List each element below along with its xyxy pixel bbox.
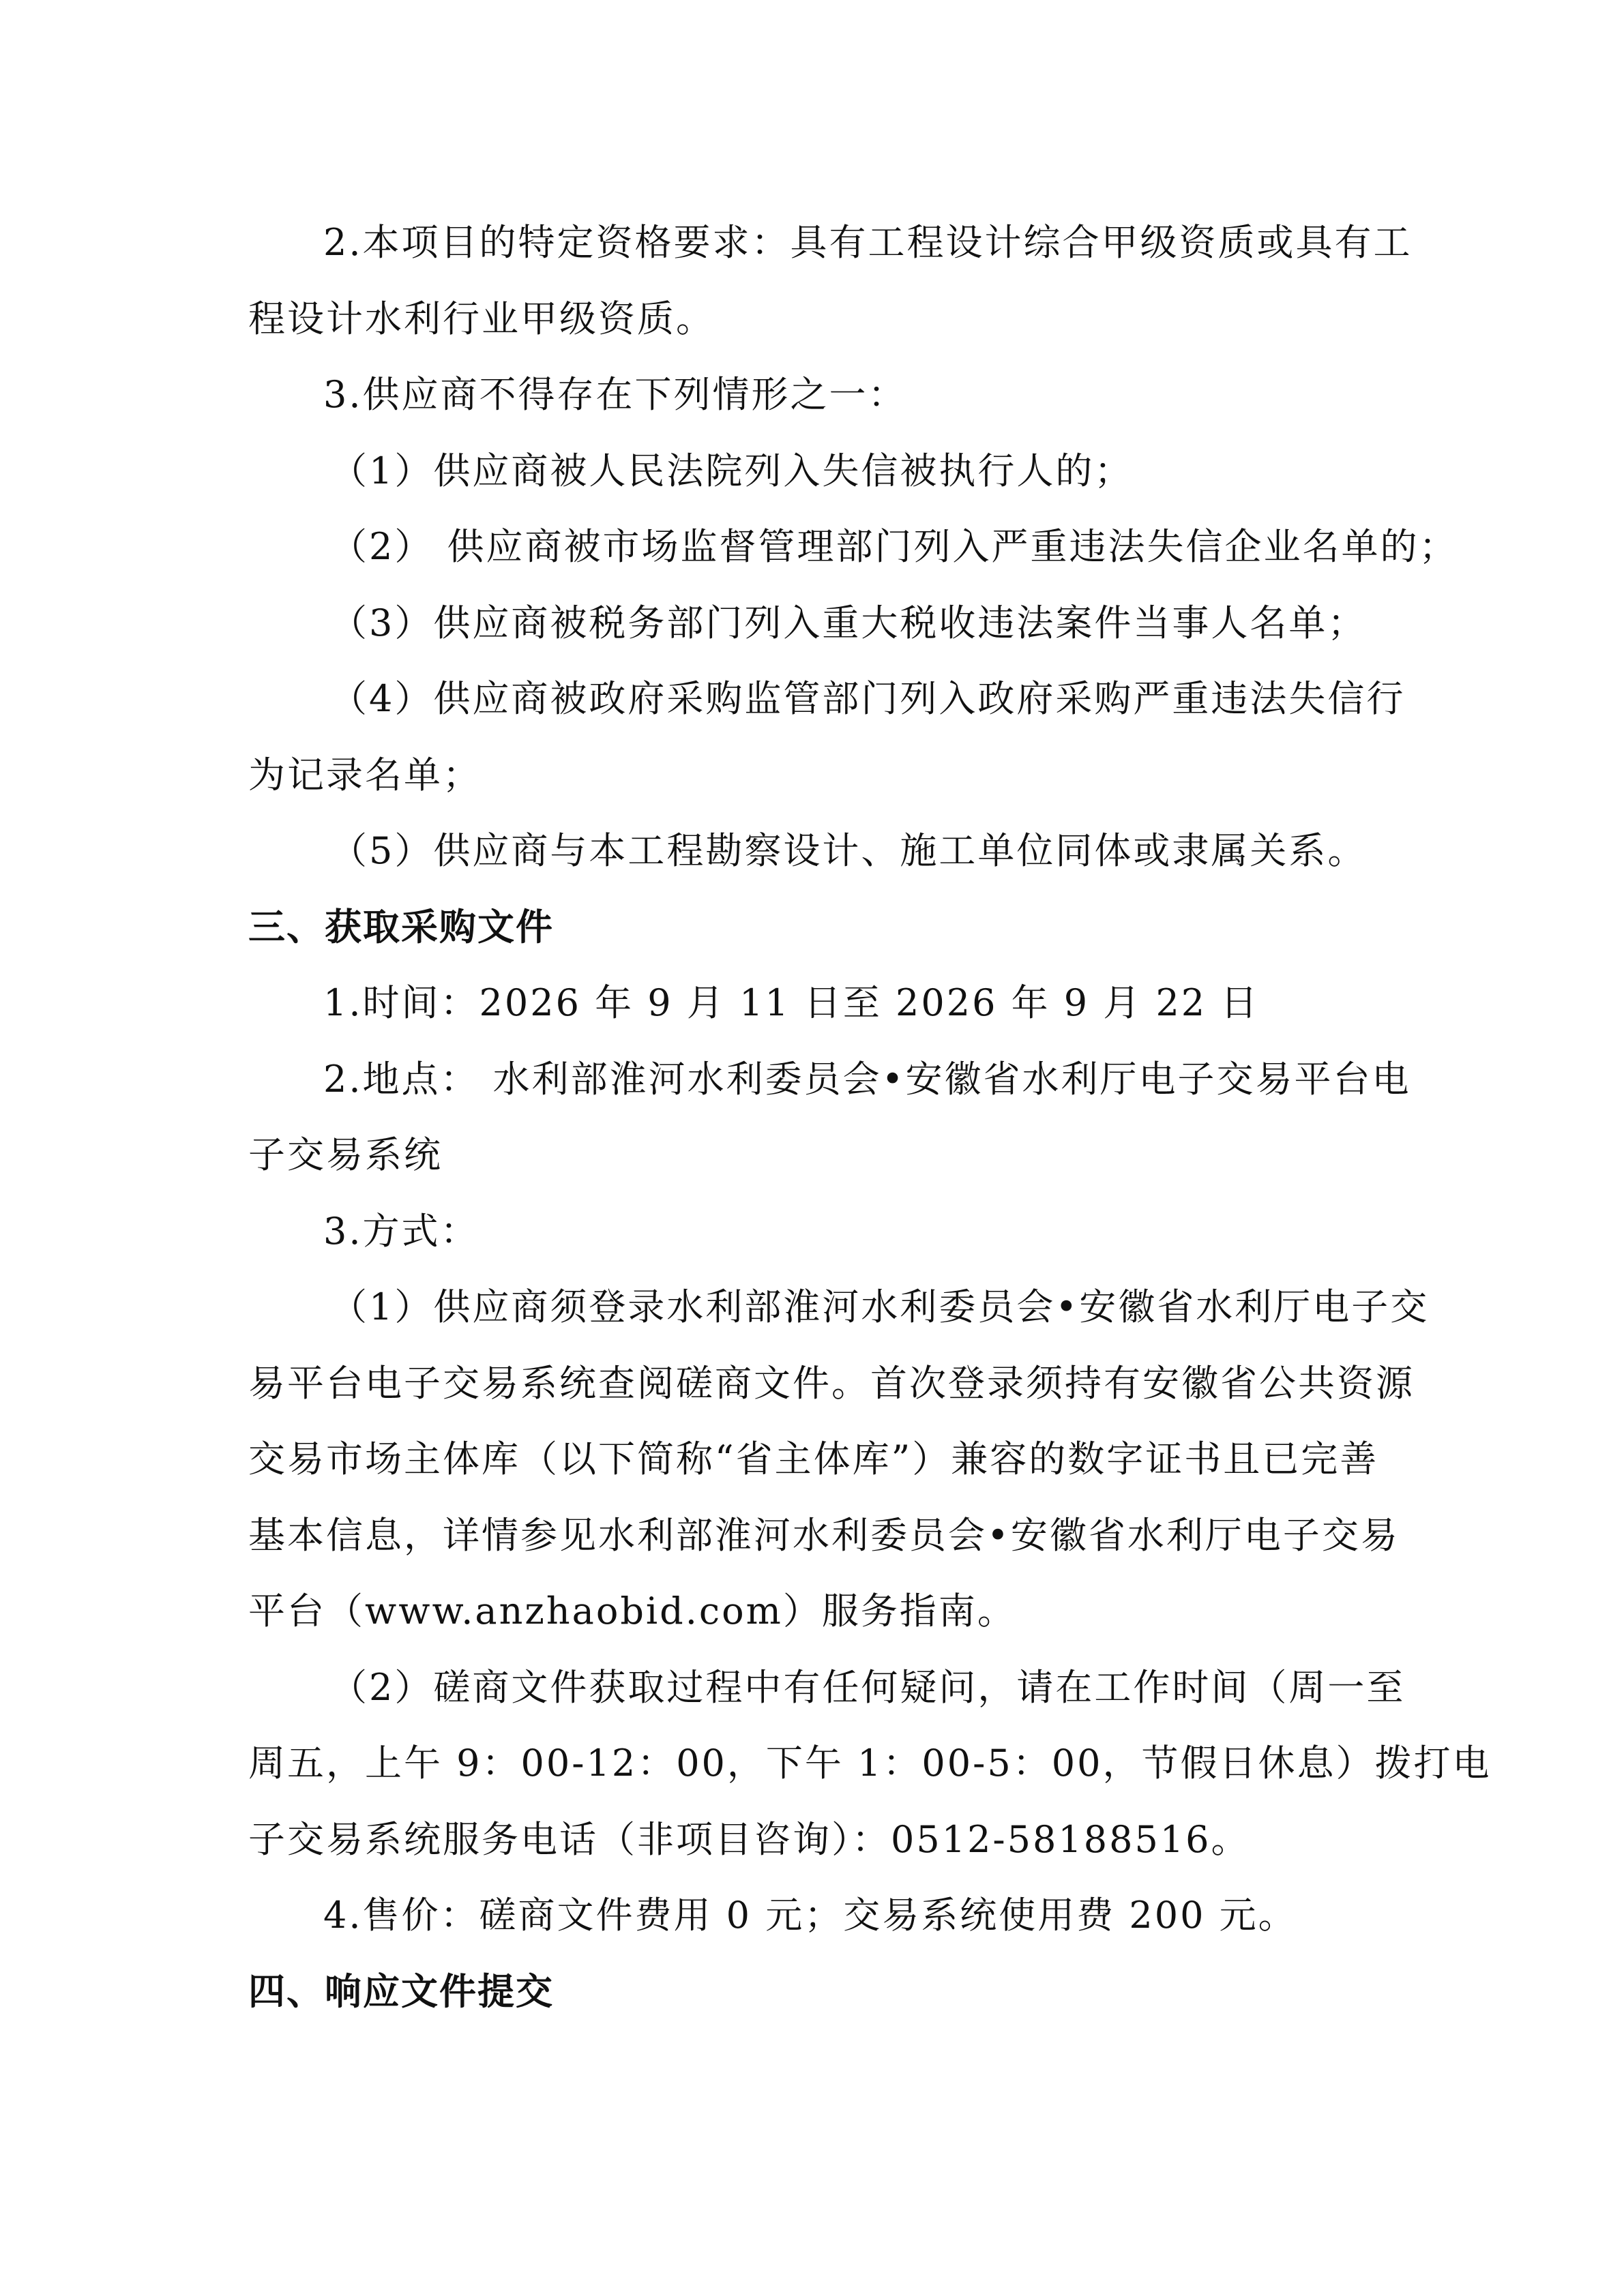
obtain-method-1-line-5: 平台（www.anzhaobid.com）服务指南。 [248,1590,1016,1632]
obtain-method-1-line-2: 易平台电子交易系统查阅磋商文件。首次登录须持有安徽省公共资源 [248,1361,1415,1405]
obtain-method-1-line-1: （1）供应商须登录水利部淮河水利委员会•安徽省水利厅电子交 [330,1285,1430,1328]
exclusion-item-5: （5）供应商与本工程勘察设计、施工单位同体或隶属关系。 [330,829,1367,872]
obtain-location-line-1: 2.地点： 水利部淮河水利委员会•安徽省水利厅电子交易平台电 [323,1057,1411,1101]
exclusion-item-4-line-1: （4）供应商被政府采购监管部门列入政府采购严重违法失信行 [330,677,1406,720]
exclusion-intro: 3.供应商不得存在下列情形之一： [323,373,907,416]
section-heading-obtain-documents: 三、获取采购文件 [248,905,554,949]
exclusion-item-3: （3）供应商被税务部门列入重大税收违法案件当事人名单； [330,601,1367,644]
qualification-requirement-line-2: 程设计水利行业甲级资质。 [248,297,715,340]
obtain-method-1-line-3: 交易市场主体库（以下简称“省主体库”）兼容的数字证书且已完善 [248,1437,1379,1480]
obtain-method-title: 3.方式： [323,1209,479,1253]
obtain-time: 1.时间：2026 年 9 月 11 日至 2026 年 9 月 22 日 [323,981,1260,1024]
exclusion-item-2: （2） 供应商被市场监督管理部门列入严重违法失信企业名单的； [330,525,1458,568]
obtain-method-2-line-3: 子交易系统服务电话（非项目咨询）：0512-58188516。 [248,1817,1250,1861]
obtain-method-1-line-4: 基本信息，详情参见水利部淮河水利委员会•安徽省水利厅电子交易 [248,1513,1400,1557]
qualification-requirement-line-1: 2.本项目的特定资格要求：具有工程设计综合甲级资质或具有工 [323,221,1413,264]
document-page [248,205,1492,2029]
exclusion-item-4-line-2: 为记录名单； [248,753,482,796]
exclusion-item-1: （1）供应商被人民法院列入失信被执行人的； [330,449,1134,492]
obtain-method-2-line-2: 周五，上午 9：00-12：00，下午 1：00-5：00，节假日休息）拨打电 [248,1742,1492,1785]
obtain-method-2-line-1: （2）磋商文件获取过程中有任何疑问，请在工作时间（周一至 [330,1665,1406,1709]
price-line: 4.售价：磋商文件费用 0 元；交易系统使用费 200 元。 [323,1894,1297,1937]
obtain-location-line-2: 子交易系统 [248,1133,443,1176]
section-heading-submit-response: 四、响应文件提交 [248,1969,554,2013]
